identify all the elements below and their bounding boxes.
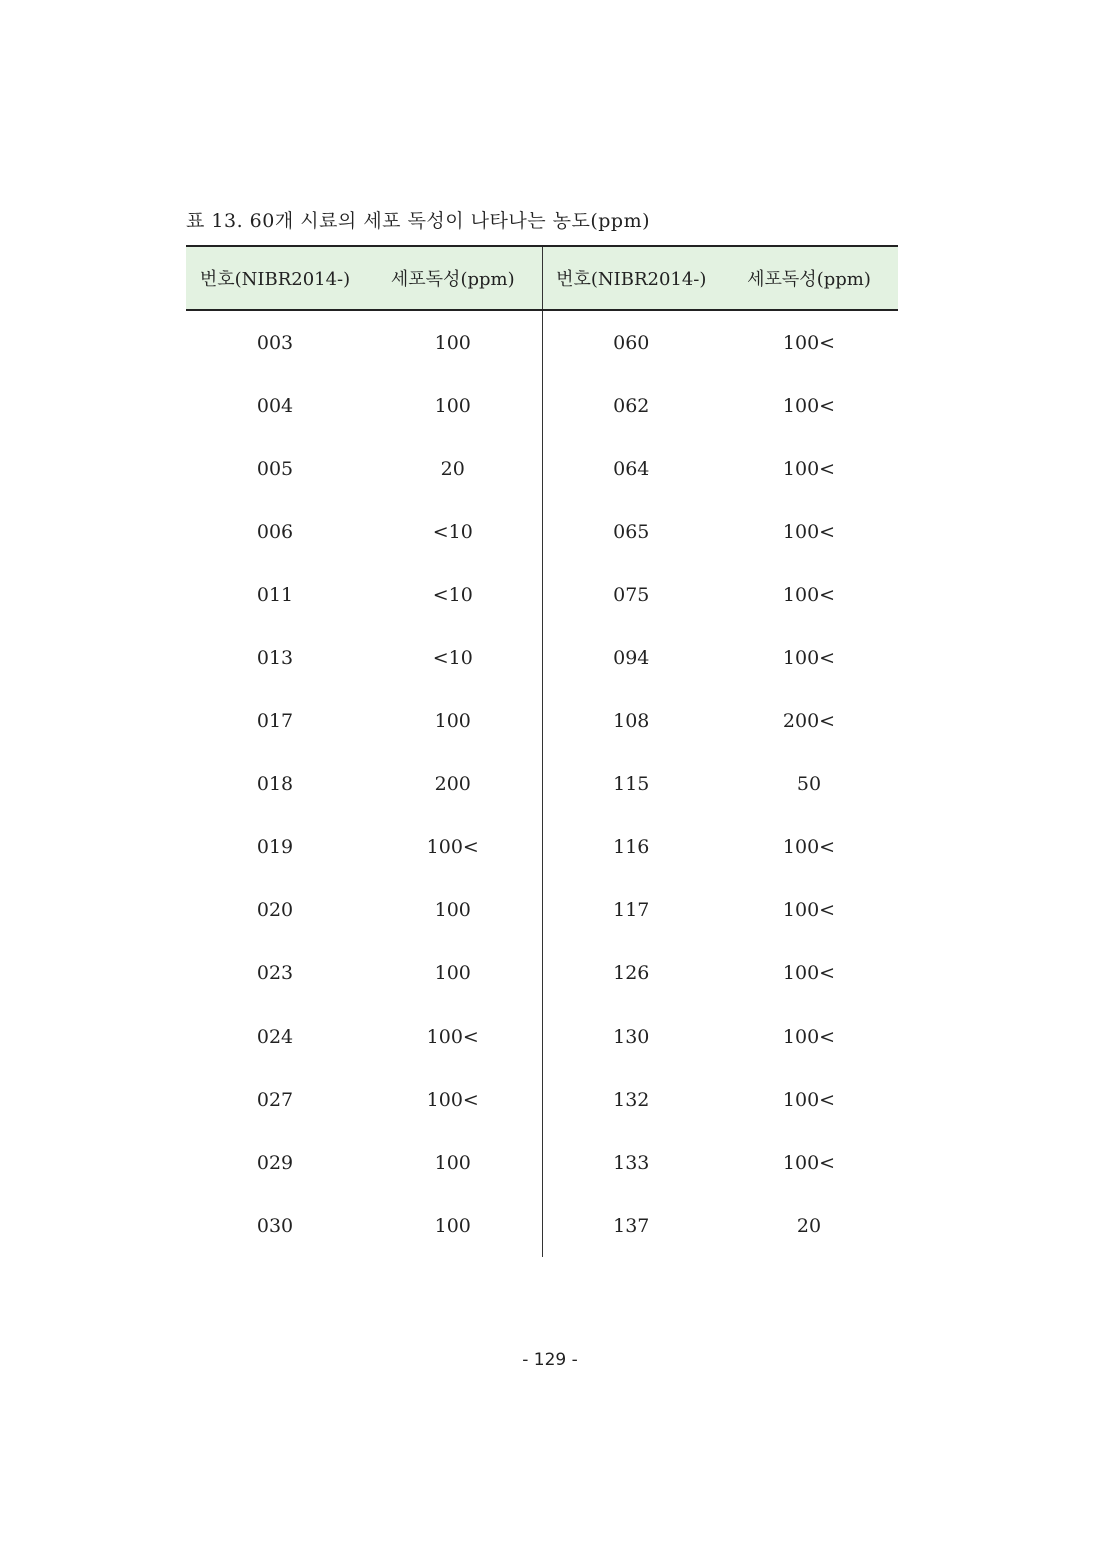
cell-cytotoxicity-left: 100 [364,374,542,437]
cell-sample-number-right: 064 [613,457,650,480]
cell-cytotoxicity-left: <10 [364,626,542,689]
cell-sample-number-left: 020 [256,899,294,922]
header-cytotoxicity-left: 세포독성(ppm) [364,246,542,310]
cell-cytotoxicity-right: 100< [782,899,836,922]
cell-cytotoxicity-right: 200< [782,710,836,733]
cell-cytotoxicity-left: 100 [364,942,542,1005]
table-header [186,246,898,310]
cell-sample-number-left: 013 [256,647,294,670]
header-sample-number-right: 번호(NIBR2014-) [542,246,720,310]
table-row [186,374,898,437]
cell-cytotoxicity-right: 100< [782,962,836,985]
cell-sample-number-right: 075 [613,583,650,606]
cell-sample-number-right: 132 [613,1088,650,1111]
cell-cytotoxicity-right: 100< [782,1088,836,1111]
table-row [186,816,898,879]
cell-cytotoxicity-right: 50 [796,773,822,796]
page-number: - 129 - [522,1350,578,1370]
cell-cytotoxicity-left: 100 [364,1194,542,1257]
table-row [186,753,898,816]
table-row [186,1194,898,1257]
cytotoxicity-table-container [186,245,898,1257]
cell-cytotoxicity-left: 100 [364,690,542,753]
header-cytotoxicity-right: 세포독성(ppm) [720,246,898,310]
cell-sample-number-left: 024 [256,1025,294,1048]
cell-sample-number-left: 023 [256,962,294,985]
cell-cytotoxicity-right: 100< [782,836,836,859]
cell-cytotoxicity-right: 100< [782,457,836,480]
cell-sample-number-left: 011 [256,583,294,606]
header-sample-number-left: 번호(NIBR2014-) [186,246,364,310]
cell-cytotoxicity-left: 200 [364,753,542,816]
cell-sample-number-right: 133 [613,1151,650,1174]
cell-sample-number-right: 062 [613,394,650,417]
cell-cytotoxicity-right: 100< [782,1151,836,1174]
cell-cytotoxicity-right: 100< [782,1025,836,1048]
cell-sample-number-left: 017 [256,710,294,733]
cell-cytotoxicity-left: 20 [364,437,542,500]
cell-cytotoxicity-left: 100< [364,816,542,879]
table-row [186,1131,898,1194]
cell-sample-number-left: 030 [256,1214,294,1237]
cell-sample-number-left: 019 [256,836,294,859]
cell-sample-number-left: 018 [256,773,294,796]
cell-sample-number-left: 029 [256,1151,294,1174]
table-body [186,310,898,1257]
table-row [186,437,898,500]
table-header-row [186,246,898,310]
cell-cytotoxicity-left: <10 [364,563,542,626]
table-row [186,310,898,374]
cell-cytotoxicity-right: 100< [782,647,836,670]
cell-cytotoxicity-left: 100 [364,310,542,374]
table-caption: 표 13. 60개 시료의 세포 독성이 나타나는 농도(ppm) [186,210,651,232]
cell-cytotoxicity-right: 100< [782,394,836,417]
cell-cytotoxicity-left: 100 [364,1131,542,1194]
cell-sample-number-left: 004 [256,394,294,417]
cell-sample-number-left: 027 [256,1088,294,1111]
cell-sample-number-left: 005 [256,457,294,480]
cell-sample-number-right: 116 [613,836,650,859]
cell-cytotoxicity-right: 20 [796,1214,822,1237]
cell-sample-number-right: 137 [613,1214,650,1237]
cell-cytotoxicity-right: 100< [782,583,836,606]
cell-sample-number-right: 115 [613,773,650,796]
cell-sample-number-right: 065 [613,520,650,543]
table-row [186,500,898,563]
table-row [186,626,898,689]
table-row [186,690,898,753]
table-row [186,942,898,1005]
table-row [186,563,898,626]
cell-sample-number-right: 060 [613,331,650,354]
cell-cytotoxicity-left: 100< [364,1068,542,1131]
cell-cytotoxicity-right: 100< [782,331,836,354]
cytotoxicity-table [186,245,898,1257]
cell-cytotoxicity-right: 100< [782,520,836,543]
cell-sample-number-right: 117 [613,899,650,922]
cell-sample-number-left: 003 [256,331,294,354]
cell-sample-number-right: 130 [613,1025,650,1048]
cell-cytotoxicity-left: 100< [364,1005,542,1068]
cell-sample-number-right: 094 [613,647,650,670]
cell-sample-number-right: 126 [613,962,650,985]
cell-cytotoxicity-left: <10 [364,500,542,563]
table-row [186,879,898,942]
table-row [186,1005,898,1068]
table-row [186,1068,898,1131]
cell-sample-number-right: 108 [613,710,650,733]
cell-cytotoxicity-left: 100 [364,879,542,942]
cell-sample-number-left: 006 [256,520,294,543]
